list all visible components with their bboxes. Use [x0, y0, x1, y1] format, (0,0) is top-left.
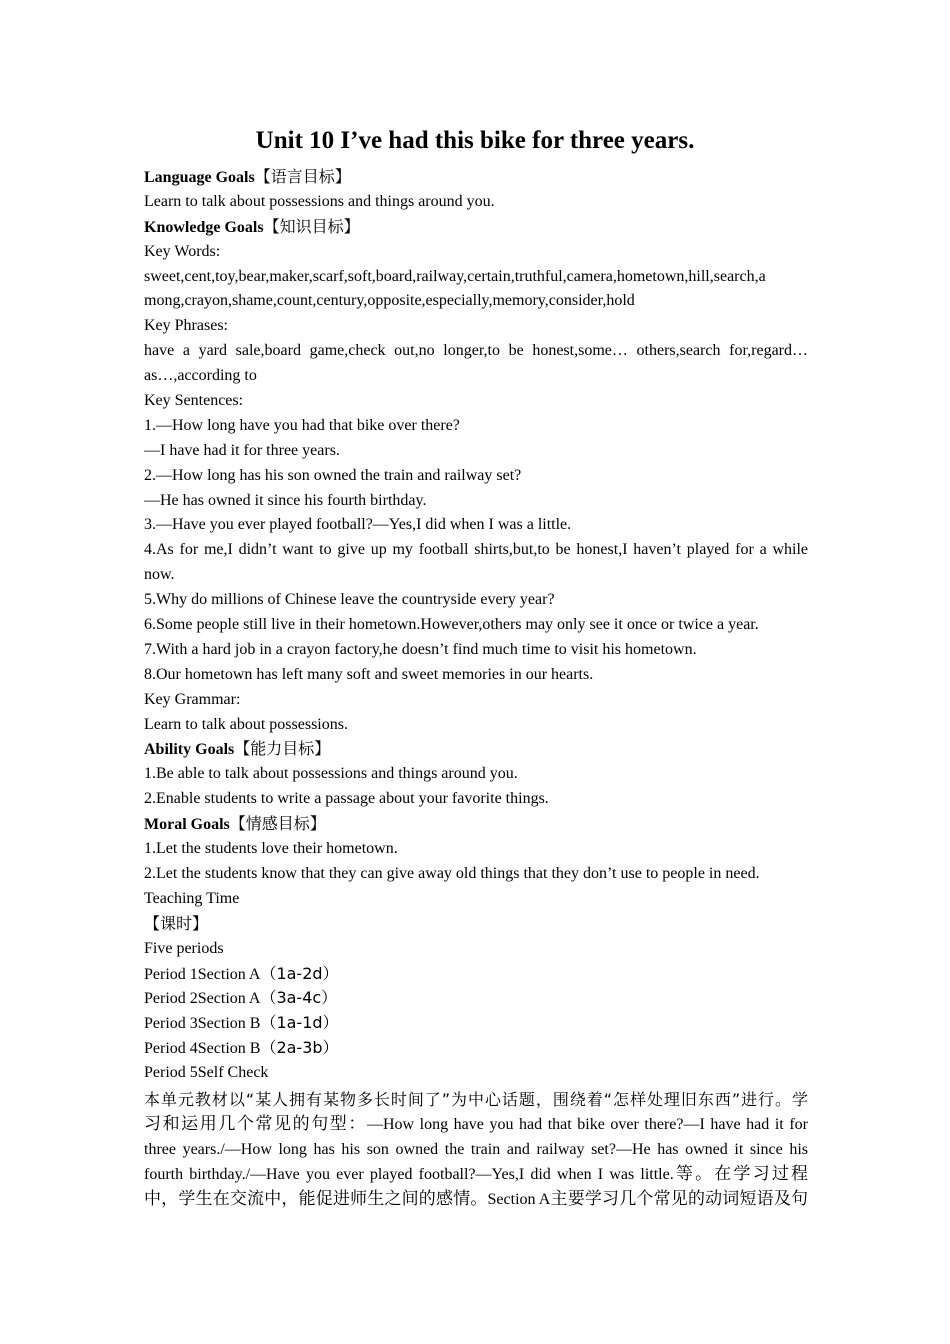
period-name: Period 4Section B [144, 1040, 261, 1058]
period-name: Period 5Self Check [144, 1064, 269, 1082]
knowledge-goals-heading [144, 215, 808, 240]
key-words-line-1: sweet,cent,toy,bear,maker,scarf,soft,board,railway,certain,truthful,camera,hometown,hill,search,a [144, 267, 766, 285]
key-sentence-line: now. [144, 566, 175, 584]
teaching-time-label: Teaching Time [144, 889, 240, 907]
teaching-time-label-cn: 【课时】 [144, 913, 209, 933]
ability-goals-heading [144, 737, 808, 762]
period-item [144, 962, 808, 987]
period-range: （1a-1d） [260, 1013, 339, 1033]
intro-paragraph [144, 1087, 808, 1212]
key-sentence-line: 7.With a hard job in a crayon factory,he doesn’t find much time to visit his hometown. [144, 640, 697, 658]
intro-line-4 [144, 1162, 808, 1187]
period-item [144, 1011, 808, 1036]
key-phrases-label: Key Phrases: [144, 317, 228, 335]
language-goals-text: Learn to talk about possessions and things around you. [144, 192, 495, 210]
ability-goal-item: 2.Enable students to write a passage about your favorite things. [144, 790, 549, 808]
period-item [144, 986, 808, 1011]
intro-line-4-cn: 等。在学习过程 [673, 1163, 808, 1184]
key-words-label: Key Words: [144, 242, 221, 260]
moral-goal-item: 1.Let the students love their hometown. [144, 840, 398, 858]
intro-line-5-cn-b: 主要学习几个常见的动词短语及句 [550, 1188, 808, 1209]
period-name: Period 1Section A [144, 965, 261, 983]
key-sentence-line: 1.—How long have you had that bike over there? [144, 416, 460, 434]
period-name: Period 2Section A [144, 990, 261, 1008]
teaching-time-total: Five periods [144, 939, 224, 957]
key-sentence-line: 5.Why do millions of Chinese leave the countryside every year? [144, 591, 555, 609]
key-sentence-line: 4.As for me,I didn’t want to give up my football shirts,but,to be honest,I haven’t played for a while [144, 541, 808, 559]
document-body [144, 165, 808, 1212]
key-sentence-line: 2.—How long has his son owned the train and railway set? [144, 466, 522, 484]
period-name: Period 3Section B [144, 1015, 261, 1033]
period-item [144, 1061, 808, 1086]
intro-line-2 [144, 1112, 808, 1137]
intro-line-5-en: Section A [487, 1190, 551, 1208]
key-sentence-line: 8.Our hometown has left many soft and sweet memories in our hearts. [144, 665, 594, 683]
moral-goal-item: 2.Let the students know that they can give away old things that they don’t use to people in need. [144, 864, 760, 882]
intro-line-2-cn: 习和运用几个常见的句型： [144, 1113, 367, 1134]
intro-line-3: three years./—How long has his son owned the train and railway set?—He has owned it since his [144, 1140, 808, 1158]
period-item [144, 1036, 808, 1061]
key-phrases-line-1: have a yard sale,board game,check out,no longer,to be honest,some… others,search for,regard… [144, 342, 808, 360]
language-goals-heading-cn: 【语言目标】 [254, 167, 351, 186]
period-range: （2a-3b） [260, 1038, 339, 1058]
key-sentence-line: 3.—Have you ever played football?—Yes,I did when I was a little. [144, 516, 572, 534]
key-phrases-line-2: as…,according to [144, 367, 257, 385]
key-sentence-line: —He has owned it since his fourth birthday. [144, 491, 427, 509]
key-sentence-line: —I have had it for three years. [144, 441, 340, 459]
key-words-line-2: mong,crayon,shame,count,century,opposite,especially,memory,consider,hold [144, 292, 635, 310]
key-sentences-label: Key Sentences: [144, 392, 244, 410]
intro-line-4-en: fourth birthday./—Have you ever played football?—Yes,I did when I was little. [144, 1165, 674, 1183]
moral-goals-heading-cn: 【情感目标】 [229, 814, 326, 834]
ability-goal-item: 1.Be able to talk about possessions and things around you. [144, 765, 518, 783]
key-grammar-text: Learn to talk about possessions. [144, 715, 348, 733]
intro-line-5-cn-a: 中，学生在交流中，能促进师生之间的感情。 [144, 1188, 488, 1209]
ability-goals-heading-en: Ability Goals [144, 741, 235, 759]
language-goals-heading [144, 165, 808, 190]
intro-line-1: 本单元教材以“某人拥有某物多长时间了”为中心话题，围绕着“怎样处理旧东西”进行。学 [144, 1089, 808, 1109]
period-range: （3a-4c） [260, 988, 338, 1008]
intro-line-2-en: —How long have you had that bike over there?—I have had it for [366, 1115, 808, 1133]
intro-line-5 [144, 1187, 808, 1212]
language-goals-heading-en: Language Goals [144, 169, 255, 186]
knowledge-goals-heading-en: Knowledge Goals [144, 218, 264, 236]
page-title: Unit 10 I’ve had this bike for three years. [255, 127, 695, 154]
key-sentence-line: 6.Some people still live in their hometown.However,others may only see it once or twice a year. [144, 616, 759, 634]
ability-goals-heading-cn: 【能力目标】 [234, 739, 331, 759]
moral-goals-heading [144, 812, 808, 837]
moral-goals-heading-en: Moral Goals [144, 816, 230, 834]
knowledge-goals-heading-cn: 【知识目标】 [263, 216, 360, 236]
key-grammar-label: Key Grammar: [144, 690, 241, 708]
period-range: （1a-2d） [260, 963, 339, 983]
